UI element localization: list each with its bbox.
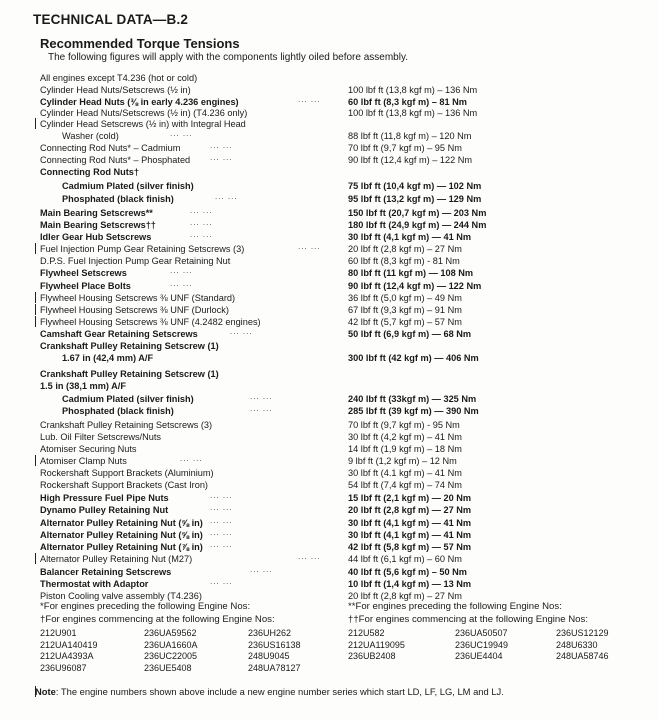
torque-value: 95 lbf ft (13,2 kgf m) — 129 Nm — [348, 194, 482, 204]
torque-row — [40, 368, 640, 380]
torque-item-label: Camshaft Gear Retaining Setscrews — [40, 329, 198, 339]
torque-item-label: Connecting Rod Nuts* – Phosphated — [40, 155, 191, 165]
dot-leader: ... ... — [230, 327, 253, 336]
torque-item-label: Cadmium Plated (silver finish) — [62, 181, 194, 191]
torque-value: 20 lbf ft (2,8 kgf m) — 27 Nm — [348, 505, 472, 515]
torque-row — [40, 292, 640, 304]
dot-leader: ... ... — [170, 266, 193, 275]
torque-row — [40, 267, 640, 279]
torque-value: 180 lbf ft (24,9 kgf m) — 244 Nm — [348, 220, 487, 230]
engine-numbers-right-col1 — [348, 628, 405, 663]
torque-value: 40 lbf ft (5,6 kgf m) – 50 Nm — [348, 567, 467, 577]
dot-leader: ... ... — [190, 218, 213, 227]
dot-leader: ... ... — [210, 577, 233, 586]
torque-value: 240 lbf ft (33kgf m) — 325 Nm — [348, 394, 477, 404]
torque-value: 30 lbf ft (4,1 kgf m) — 41 Nm — [348, 518, 472, 528]
torque-row — [40, 304, 640, 316]
engine-number: 236UA50507 — [455, 628, 508, 638]
torque-item-label: Washer (cold) — [62, 131, 119, 141]
torque-item-label: 1.67 in (42,4 mm) A/F — [62, 353, 154, 363]
dot-leader: ... ... — [210, 141, 233, 150]
torque-item-label: Thermostat with Adaptor — [40, 579, 149, 589]
engine-number: 236UH262 — [248, 628, 292, 638]
torque-value: 30 lbf ft (4,1 kgf m) — 41 Nm — [348, 530, 472, 540]
dot-leader: ... ... — [210, 503, 233, 512]
torque-row — [40, 316, 640, 328]
intro-text: The following figures will apply with the components lightly oiled before assembly. — [48, 52, 408, 63]
torque-value: 70 lbf ft (9,7 kgf m) - 95 Nm — [348, 420, 460, 430]
dot-leader: ... ... — [250, 392, 273, 401]
torque-item-label: Balancer Retaining Setscrews — [40, 567, 172, 577]
dot-leader: ... ... — [210, 528, 233, 537]
engine-number: 236US16138 — [248, 639, 301, 650]
torque-value: 44 lbf ft (6,1 kgf m) – 60 Nm — [348, 554, 462, 564]
torque-row — [40, 118, 640, 130]
footnote-text: : The engine numbers shown above include a new engine number series which start LD, LF, LG, LM and LJ. — [55, 686, 504, 697]
engine-number: 236UE4404 — [455, 651, 503, 661]
engine-number: 236UB2408 — [348, 651, 396, 661]
engine-number: 236UA59562 — [144, 628, 197, 638]
torque-row — [40, 219, 640, 231]
torque-row — [40, 193, 640, 205]
revision-bar — [35, 243, 36, 254]
section-header: TECHNICAL DATA—B.2 — [33, 12, 189, 27]
engine-number: 236US12129 — [556, 628, 609, 638]
revision-bar — [35, 292, 36, 303]
torque-row — [40, 541, 640, 553]
torque-row — [40, 72, 640, 84]
engine-numbers-left-col1 — [40, 628, 98, 674]
torque-row — [40, 180, 640, 192]
torque-item-label: Alternator Pulley Retaining Nut (⅞ in) — [40, 542, 203, 552]
dot-leader: ... ... — [210, 153, 233, 162]
torque-row — [40, 380, 640, 392]
torque-row — [40, 328, 640, 340]
torque-item-label: Phosphated (black finish) — [62, 406, 174, 416]
torque-item-label: 1.5 in (38,1 mm) A/F — [40, 381, 126, 391]
engine-number: 236UC22005 — [144, 651, 198, 661]
torque-value: 60 lbf ft (8,3 kgf m) – 81 Nm — [348, 97, 467, 107]
torque-item-label: Atomiser Securing Nuts — [40, 444, 137, 454]
footnote — [35, 686, 504, 697]
torque-item-label: Crankshaft Pulley Retaining Setscrew (1) — [40, 341, 219, 351]
engine-number: 236UE5408 — [144, 662, 192, 673]
torque-value: 42 lbf ft (5,7 kgf m) – 57 Nm — [348, 317, 462, 327]
torque-value: 15 lbf ft (2,1 kgf m) — 20 Nm — [348, 493, 472, 503]
torque-value: 36 lbf ft (5,0 kgf m) – 49 Nm — [348, 293, 462, 303]
torque-row — [40, 207, 640, 219]
dot-leader: ... ... — [210, 540, 233, 549]
torque-value: 75 lbf ft (10,4 kgf m) — 102 Nm — [348, 181, 482, 191]
torque-row — [40, 431, 640, 443]
revision-bar — [35, 118, 36, 129]
torque-item-label: Crankshaft Pulley Retaining Setscrews (3) — [40, 420, 213, 430]
torque-item-label: Main Bearing Setscrews** — [40, 208, 153, 218]
torque-row — [40, 419, 640, 431]
torque-item-label: Connecting Rod Nuts† — [40, 167, 140, 177]
dot-leader: ... ... — [210, 491, 233, 500]
torque-value: 50 lbf ft (6,9 kgf m) — 68 Nm — [348, 329, 472, 339]
engine-number: 212UA140419 — [40, 639, 98, 650]
torque-row — [40, 492, 640, 504]
engine-number: 248UA78127 — [248, 662, 301, 673]
torque-row — [40, 566, 640, 578]
torque-value: 30 lbf ft (4,1 kgf m) — 41 Nm — [348, 232, 472, 242]
torque-item-label: Piston Cooling valve assembly (T4.236) — [40, 591, 202, 601]
torque-value: 20 lbf ft (2,8 kgf m) – 27 Nm — [348, 244, 462, 254]
torque-row — [40, 393, 640, 405]
dot-leader: ... ... — [250, 404, 273, 413]
torque-value: 80 lbf ft (11 kgf m) — 108 Nm — [348, 268, 474, 278]
torque-item-label: Flywheel Place Bolts — [40, 281, 131, 291]
engine-numbers-left-col2 — [144, 628, 198, 674]
revision-bar — [35, 304, 36, 315]
torque-value: 67 lbf ft (9,3 kgf m) – 91 Nm — [348, 305, 462, 315]
torque-item-label: Fuel Injection Pump Gear Retaining Setscrews (3) — [40, 244, 245, 254]
torque-row — [40, 467, 640, 479]
note-preceding-double: **For engines preceding the following Engine Nos: — [348, 601, 562, 612]
torque-value: 90 lbf ft (12,4 kgf m) — 122 Nm — [348, 281, 482, 291]
engine-numbers-right-col2 — [455, 628, 508, 663]
engine-numbers-left-col3 — [248, 628, 301, 674]
torque-item-label: Alternator Pulley Retaining Nut (⅝ in) — [40, 530, 203, 540]
engine-number: 248U9045 — [248, 651, 290, 661]
torque-item-label: Phosphated (black finish) — [62, 194, 174, 204]
dot-leader: ... ... — [170, 279, 193, 288]
footnote-label: Note — [35, 686, 56, 697]
torque-value: 20 lbf ft (2,8 kgf m) – 27 Nm — [348, 591, 462, 601]
torque-value: 30 lbf ft (4.1 kgf m) – 41 Nm — [348, 468, 462, 478]
torque-value: 100 lbf ft (13,8 kgf m) – 136 Nm — [348, 85, 478, 95]
torque-row — [40, 578, 640, 590]
torque-item-label: Dynamo Pulley Retaining Nut — [40, 505, 169, 515]
revision-bar — [35, 553, 36, 564]
torque-item-label: Cylinder Head Nuts/Setscrews (½ in) — [40, 85, 191, 95]
dot-leader: ... ... — [215, 192, 238, 201]
engine-number: 248UA58746 — [556, 651, 609, 661]
torque-row — [40, 340, 640, 352]
engine-number: 236U96087 — [40, 662, 87, 673]
torque-row — [40, 479, 640, 491]
engine-number: 248U6330 — [556, 639, 598, 650]
torque-row — [40, 352, 640, 364]
torque-item-label: Flywheel Housing Setscrews ⅜ UNF (Durlock) — [40, 305, 229, 315]
torque-row — [40, 130, 640, 142]
torque-item-label: Rockershaft Support Brackets (Aluminium) — [40, 468, 214, 478]
note-commencing-double: ††For engines commencing at the following Engine Nos: — [348, 614, 588, 625]
page-title: Recommended Torque Tensions — [40, 36, 240, 51]
dot-leader: ... ... — [190, 230, 213, 239]
dot-leader: ... ... — [170, 129, 193, 138]
torque-item-label: Rockershaft Support Brackets (Cast Iron) — [40, 480, 208, 490]
torque-item-label: D.P.S. Fuel Injection Pump Gear Retaining Nut — [40, 256, 231, 266]
torque-item-label: Main Bearing Setscrews†† — [40, 220, 156, 230]
torque-value: 42 lbf ft (5,8 kgf m) — 57 Nm — [348, 542, 472, 552]
torque-item-label: Cylinder Head Nuts/Setscrews (½ in) (T4.236 only) — [40, 108, 248, 118]
torque-row — [40, 166, 640, 178]
note-commencing-single: †For engines commencing at the following Engine Nos: — [40, 614, 275, 625]
torque-row — [40, 243, 640, 255]
dot-leader: ... ... — [298, 95, 321, 104]
torque-item-label: Idler Gear Hub Setscrews — [40, 232, 152, 242]
torque-row — [40, 142, 640, 154]
torque-item-label: Cadmium Plated (silver finish) — [62, 394, 194, 404]
torque-row — [40, 553, 640, 565]
torque-row — [40, 504, 640, 516]
engine-number: 212U901 — [40, 628, 77, 638]
torque-item-label: Connecting Rod Nuts* – Cadmium — [40, 143, 181, 153]
revision-bar — [35, 455, 36, 466]
torque-item-label: Cylinder Head Setscrews (½ in) with Integral Head — [40, 119, 246, 129]
dot-leader: ... ... — [180, 454, 203, 463]
torque-row — [40, 529, 640, 541]
torque-value: 88 lbf ft (11,8 kgf m) – 120 Nm — [348, 131, 472, 141]
dot-leader: ... ... — [190, 206, 213, 215]
torque-row — [40, 84, 640, 96]
torque-item-label: Flywheel Setscrews — [40, 268, 127, 278]
torque-row — [40, 154, 640, 166]
engine-number: 236UA1660A — [144, 639, 198, 650]
torque-value: 10 lbf ft (1,4 kgf m) — 13 Nm — [348, 579, 472, 589]
torque-item-label: Crankshaft Pulley Retaining Setscrew (1) — [40, 369, 219, 379]
torque-value: 14 lbf ft (1,9 kgf m) – 18 Nm — [348, 444, 462, 454]
revision-bar — [35, 316, 36, 327]
torque-item-label: Lub. Oil Filter Setscrews/Nuts — [40, 432, 162, 442]
torque-value: 150 lbf ft (20,7 kgf m) — 203 Nm — [348, 208, 487, 218]
dot-leader: ... ... — [298, 242, 321, 251]
torque-row — [40, 455, 640, 467]
torque-item-label: All engines except T4.236 (hot or cold) — [40, 73, 198, 83]
torque-value: 54 lbf ft (7,4 kgf m) – 74 Nm — [348, 480, 462, 490]
torque-value: 90 lbf ft (12,4 kgf m) – 122 Nm — [348, 155, 473, 165]
engine-number: 212UA4393A — [40, 651, 94, 661]
torque-value: 30 lbf ft (4,2 kgf m) – 41 Nm — [348, 432, 462, 442]
torque-item-label: Cylinder Head Nuts (⅜ in early 4.236 engines) — [40, 97, 239, 107]
torque-row — [40, 231, 640, 243]
torque-item-label: Atomiser Clamp Nuts — [40, 456, 127, 466]
engine-number: 236UC19949 — [455, 639, 509, 650]
dot-leader: ... ... — [298, 552, 321, 561]
torque-row — [40, 280, 640, 292]
dot-leader: ... ... — [250, 565, 273, 574]
engine-number: 212UA119095 — [348, 639, 405, 650]
torque-row — [40, 405, 640, 417]
engine-numbers-right-col3 — [556, 628, 609, 663]
torque-row — [40, 255, 640, 267]
torque-value: 9 lbf ft (1,2 kgf m) – 12 Nm — [348, 456, 457, 466]
torque-row — [40, 517, 640, 529]
torque-value: 100 lbf ft (13,8 kgf m) – 136 Nm — [348, 108, 478, 118]
dot-leader: ... ... — [210, 516, 233, 525]
torque-item-label: Flywheel Housing Setscrews ⅜ UNF (Standard) — [40, 293, 236, 303]
torque-value: 60 lbf ft (8,3 kgf m) - 81 Nm — [348, 256, 460, 266]
engine-number: 212U582 — [348, 628, 385, 638]
torque-value: 285 lbf ft (39 kgf m) — 390 Nm — [348, 406, 479, 416]
torque-value: 300 lbf ft (42 kgf m) — 406 Nm — [348, 353, 479, 363]
torque-item-label: Flywheel Housing Setscrews ⅜ UNF (4.2482 engines) — [40, 317, 261, 327]
torque-item-label: Alternator Pulley Retaining Nut (M27) — [40, 554, 193, 564]
torque-value: 70 lbf ft (9,7 kgf m) – 95 Nm — [348, 143, 462, 153]
note-preceding-single: *For engines preceding the following Engine Nos: — [40, 601, 251, 612]
torque-item-label: Alternator Pulley Retaining Nut (⅝ in) — [40, 518, 203, 528]
torque-row — [40, 443, 640, 455]
torque-item-label: High Pressure Fuel Pipe Nuts — [40, 493, 169, 503]
